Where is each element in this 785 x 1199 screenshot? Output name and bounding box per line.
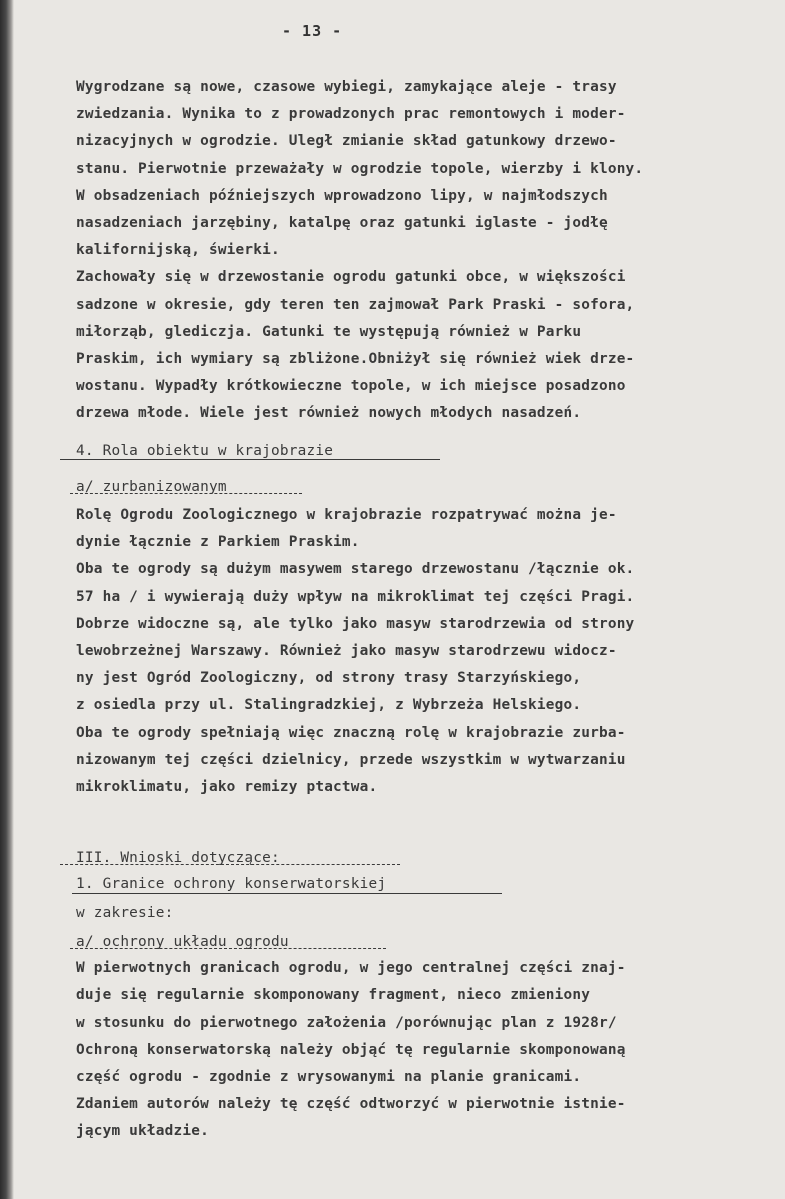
- section-3-heading: III. Wnioski dotyczące:: [76, 850, 280, 867]
- section-4-heading: 4. Rola obiektu w krajobrazie: [76, 442, 334, 459]
- section-3-1-heading: 1. Granice ochrony konserwatorskiej: [76, 876, 387, 893]
- text-line: Ochroną konserwatorską należy objąć tę regularnie skomponowaną: [76, 1041, 626, 1058]
- text-line: sadzone w okresie, gdy teren ten zajmował Park Praski - sofora,: [76, 296, 635, 313]
- section-3-1a-heading: a/ ochrony układu ogrodu: [76, 933, 289, 950]
- paragraph-3: [76, 502, 776, 801]
- text-line: Rolę Ogrodu Zoologicznego w krajobrazie rozpatrywać można je-: [76, 507, 617, 524]
- text-line: Praskim, ich wymiary są zbliżone.Obniżył się również wiek drze-: [76, 351, 635, 368]
- text-line: w stosunku do pierwotnego założenia /porównując plan z 1928r/: [76, 1014, 617, 1031]
- text-line: Wygrodzane są nowe, czasowe wybiegi, zamykające aleje - trasy: [76, 79, 617, 95]
- text-line: W obsadzeniach późniejszych wprowadzono lipy, w najmłodszych: [76, 187, 608, 204]
- text-line: Oba te ogrody są dużym masywem starego drzewostanu /łącznie ok.: [76, 561, 635, 578]
- text-line: Oba te ogrody spełniają więc znaczną rolę w krajobrazie zurba-: [76, 724, 626, 741]
- text-line: Zachowały się w drzewostanie ogrodu gatunki obce, w większości: [76, 269, 626, 286]
- binding-edge: [0, 0, 14, 1199]
- text-line: W pierwotnych granicach ogrodu, w jego centralnej części znaj-: [76, 960, 626, 977]
- text-line: Zdaniem autorów należy tę część odtworzyć w pierwotnie istnie-: [76, 1096, 626, 1113]
- paragraph-1: [76, 74, 776, 264]
- text-line: lewobrzeżnej Warszawy. Również jako masyw starodrzewu widocz-: [76, 643, 617, 660]
- text-line: nasadzeniach jarzębiny, katalpę oraz gatunki iglaste - jodłę: [76, 215, 608, 232]
- text-line: ny jest Ogród Zoologiczny, od strony trasy Starzyńskiego,: [76, 670, 582, 687]
- document-body: [76, 74, 776, 1146]
- text-line: dynie łącznie z Parkiem Praskim.: [76, 534, 360, 551]
- text-line: nizacyjnych w ogrodzie. Uległ zmianie skład gatunkowy drzewo-: [76, 133, 617, 150]
- text-line: Dobrze widoczne są, ale tylko jako masyw starodrzewia od strony: [76, 615, 635, 632]
- text-line: drzewa młode. Wiele jest również nowych młodych nasadzeń.: [76, 405, 582, 422]
- page-number: - 13 -: [282, 22, 343, 40]
- text-line: z osiedla przy ul. Stalingradzkiej, z Wybrzeża Helskiego.: [76, 697, 582, 714]
- text-line: część ogrodu - zgodnie z wrysowanymi na planie granicami.: [76, 1068, 582, 1085]
- paragraph-4: [76, 955, 776, 1145]
- text-line: mikroklimatu, jako remizy ptactwa.: [76, 779, 378, 796]
- text-line: duje się regularnie skomponowany fragment, nieco zmieniony: [76, 987, 591, 1004]
- text-line: 57 ha / i wywierają duży wpływ na mikroklimat tej części Pragi.: [76, 588, 635, 605]
- text-line: kalifornijską, świerki.: [76, 242, 280, 259]
- text-line: jącym układzie.: [76, 1123, 209, 1140]
- w-zakresie-label: w zakresie:: [76, 904, 174, 921]
- text-line: zwiedzania. Wynika to z prowadzonych prac remontowych i moder-: [76, 106, 626, 123]
- text-line: stanu. Pierwotnie przeważały w ogrodzie topole, wierzby i klony.: [76, 160, 644, 177]
- text-line: wostanu. Wypadły krótkowieczne topole, w ich miejsce posadzono: [76, 378, 626, 395]
- text-line: miłorząb, glediczja. Gatunki te występują również w Parku: [76, 323, 582, 340]
- text-line: nizowanym tej części dzielnicy, przede wszystkim w wytwarzaniu: [76, 751, 626, 768]
- section-4a-heading: a/ zurbanizowanym: [76, 478, 227, 495]
- paragraph-2: [76, 264, 776, 427]
